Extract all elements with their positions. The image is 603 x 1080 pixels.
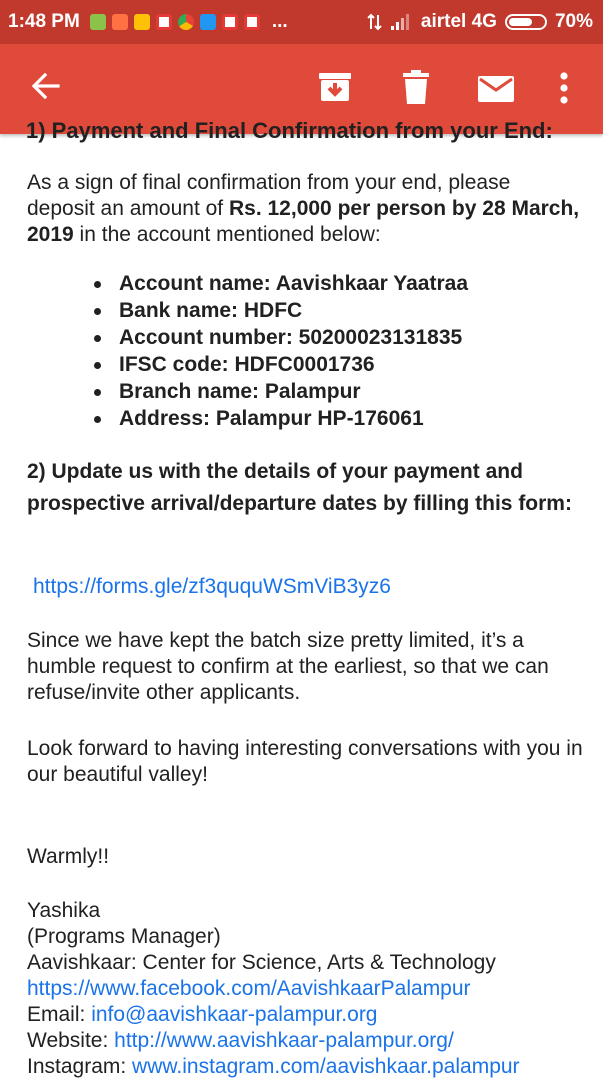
bank-detail-item: Bank name: HDFC — [92, 297, 468, 324]
mi-icon — [112, 14, 128, 30]
facebook-link[interactable]: https://www.facebook.com/AavishkaarPalampur — [27, 977, 471, 1000]
payment-amount-deadline: Rs. 12,000 per person by 28 March, 2019 — [27, 197, 580, 246]
instagram-label: Instagram: — [27, 1055, 133, 1078]
instagram-row — [27, 1054, 583, 1080]
more-vert-icon[interactable] — [559, 72, 569, 104]
battery-percent: 70% — [554, 11, 593, 32]
battery-level — [509, 18, 532, 26]
section-1-heading: 1) Payment and Final Confirmation from your End: — [26, 118, 553, 143]
message-icon — [134, 14, 150, 30]
instagram-link[interactable]: www.instagram.com/aavishkaar.palampur — [132, 1055, 520, 1078]
intro-text-2: in the account mentioned below: — [73, 223, 381, 246]
signature-role: (Programs Manager) — [27, 925, 221, 948]
section-2-heading: 2) Update us with the details of your payment and prospective arrival/departure dates by filling this form: — [27, 460, 572, 515]
arrow-left-icon[interactable] — [30, 70, 62, 102]
bank-detail-item: Address: Palampur HP-176061 — [92, 405, 468, 432]
carrier-label: airtel 4G — [420, 11, 497, 32]
emoji-icon — [90, 14, 106, 30]
form-link[interactable]: https://forms.gle/zf3ququWSmViB3yz6 — [33, 575, 391, 598]
trash-icon[interactable] — [403, 70, 429, 104]
signoff: Warmly!! — [27, 845, 110, 868]
chrome-icon — [178, 14, 194, 30]
email-row — [27, 1002, 583, 1028]
mail-icon[interactable] — [478, 76, 514, 102]
data-transfer-icon — [367, 13, 383, 31]
website-row — [27, 1028, 583, 1054]
notification-icons — [90, 11, 288, 33]
bank-detail-item: Account name: Aavishkaar Yaatraa — [92, 270, 468, 297]
website-label: Website: — [27, 1029, 115, 1052]
archive-icon[interactable] — [318, 72, 352, 102]
youtube-icon — [156, 14, 172, 30]
contact-email-link[interactable]: info@aavishkaar-palampur.org — [91, 1003, 378, 1026]
email-label: Email: — [27, 1003, 92, 1026]
intro-text-1: As a sign of final confirmation from your end, please deposit an amount of — [27, 171, 511, 220]
closing-note: Look forward to having interesting conversations with you in our beautiful valley! — [27, 737, 583, 786]
form-link-row — [33, 574, 583, 600]
bank-detail-item: IFSC code: HDFC0001736 — [92, 351, 468, 378]
bank-detail-item: Account number: 50200023131835 — [92, 324, 468, 351]
youtube-icon — [222, 14, 238, 30]
signal-icon — [391, 14, 413, 30]
app-icon — [200, 14, 216, 30]
website-link[interactable]: http://www.aavishkaar-palampur.org/ — [114, 1029, 454, 1052]
payment-instructions — [27, 170, 583, 248]
battery-icon — [505, 14, 547, 30]
signature-name: Yashika — [27, 899, 101, 922]
batch-size-note: Since we have kept the batch size pretty limited, it’s a humble request to confirm at the earliest, so that we can refuse/invite other applicants. — [27, 629, 549, 704]
email-body[interactable] — [0, 118, 603, 1078]
facebook-row — [27, 976, 583, 1002]
more-notifications-indicator: ... — [271, 11, 288, 32]
signature-org: Aavishkaar: Center for Science, Arts & Technology — [27, 951, 496, 974]
status-time: 1:48 PM — [8, 11, 80, 32]
status-bar — [0, 0, 603, 44]
youtube-icon — [244, 14, 260, 30]
bank-detail-item: Branch name: Palampur — [92, 378, 468, 405]
bank-details-list — [92, 270, 468, 432]
